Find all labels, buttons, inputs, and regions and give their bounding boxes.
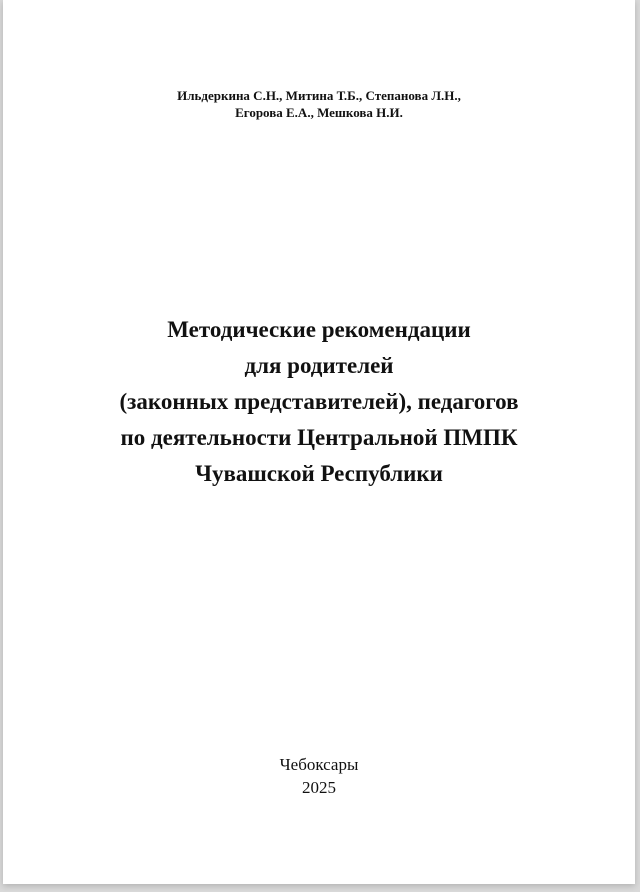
title-line: Методические рекомендации: [167, 317, 471, 342]
publication-year: 2025: [302, 778, 336, 797]
publication-city: Чебоксары: [279, 755, 359, 774]
authors-line: Егорова Е.А., Мешкова Н.И.: [235, 105, 403, 120]
title-line: Чувашской Республики: [195, 461, 443, 486]
document-page: [3, 0, 635, 884]
authors-line: Ильдеркина С.Н., Митина Т.Б., Степанова Л.Н.,: [177, 88, 461, 103]
title-line: по деятельности Центральной ПМПК: [120, 425, 518, 450]
title-line: (законных представителей), педагогов: [119, 389, 519, 414]
authors-block: [3, 87, 635, 121]
document-title: [3, 312, 635, 492]
publication-info: [3, 753, 635, 799]
title-line: для родителей: [244, 353, 394, 378]
